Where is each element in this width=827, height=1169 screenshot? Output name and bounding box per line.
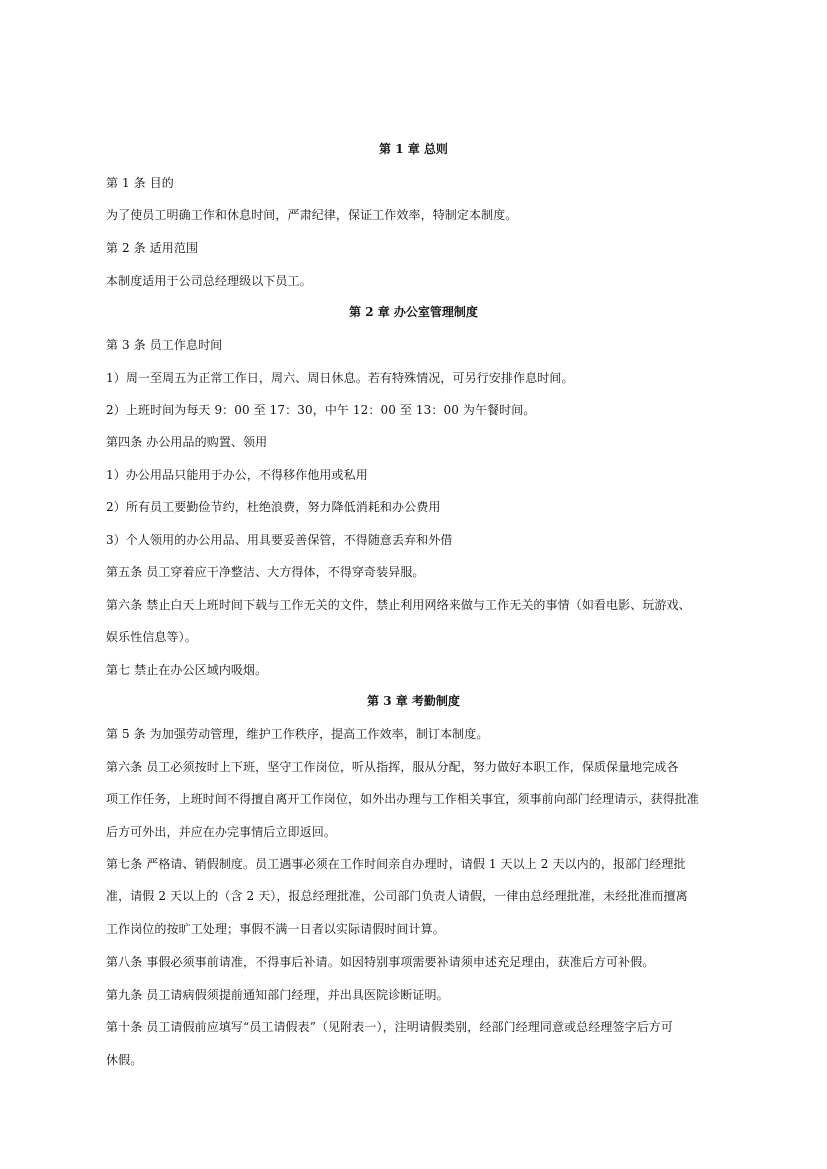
article-6-attendance-line-1: 第六条 员工必须按时上下班，坚守工作岗位，听从指挥，服从分配，努力做好本职工作，保质保量地完成各 (106, 760, 679, 774)
article-3-item-2: 2）上班时间为每天 9：00 至 17：30，中午 12：00 至 13：00 为午餐时间。 (106, 403, 536, 417)
article-9-text: 第九条 员工请病假须提前通知部门经理，并出具医院诊断证明。 (106, 988, 449, 1002)
article-1-title: 第 1 条 目的 (106, 176, 174, 190)
article-7-leave-line-1: 第七条 严格请、销假制度。员工遇事必须在工作时间亲自办理时，请假 1 天以上 2 天以内的，报部门经理批 (106, 857, 686, 871)
article-7-text: 第七 禁止在办公区域内吸烟。 (106, 663, 268, 677)
article-4-item-3: 3）个人领用的办公用品、用具要妥善保管，不得随意丢弃和外借 (106, 533, 453, 547)
article-3-item-1: 1）周一至周五为正常工作日，周六、周日休息。若有特殊情况，可另行安排作息时间。 (106, 371, 574, 385)
article-8-text: 第八条 事假必须事前请准，不得事后补请。如因特别事项需要补请须申述充足理由，获准后方可补假。 (106, 955, 655, 969)
article-7-leave-line-3: 工作岗位的按旷工处理；事假不满一日者以实际请假时间计算。 (106, 922, 445, 936)
chapter-3-heading: 第 3 章 考勤制度 (367, 694, 460, 708)
article-7-leave-line-2: 准，请假 2 天以上的（含 2 天），报总经理批准，公司部门负责人请假，一律由总经理批准，未经批准而擅离 (106, 889, 688, 903)
article-2-title: 第 2 条 适用范围 (106, 241, 199, 255)
chapter-1-heading: 第 1 章 总则 (379, 142, 448, 156)
article-6-attendance-line-3: 后方可外出，并应在办完事情后立即返回。 (106, 825, 336, 839)
chapter-2-heading: 第 2 章 办公室管理制度 (349, 305, 478, 319)
article-1-text: 为了使员工明确工作和休息时间，严肃纪律，保证工作效率，特制定本制度。 (106, 208, 518, 222)
article-2-text: 本制度适用于公司总经理级以下员工。 (106, 274, 312, 288)
article-6-text-line-2: 娱乐性信息等）。 (106, 630, 197, 644)
article-3-title: 第 3 条 员工作息时间 (106, 338, 223, 352)
article-10-text-line-2: 休假。 (106, 1053, 143, 1067)
article-6-attendance-line-2: 项工作任务，上班时间不得擅自离开工作岗位，如外出办理与工作相关事宜，须事前向部门经理请示，获得批准 (106, 792, 699, 806)
article-4-title: 第四条 办公用品的购置、领用 (106, 435, 268, 449)
article-5-attendance-text: 第 5 条 为加强劳动管理，维护工作秩序，提高工作效率，制订本制度。 (106, 727, 489, 741)
article-4-item-2: 2）所有员工要勤俭节约，杜绝浪费，努力降低消耗和办公费用 (106, 500, 441, 514)
article-6-text-line-1: 第六条 禁止白天上班时间下载与工作无关的文件，禁止利用网络来做与工作无关的事情（如看电影、玩游戏、 (106, 598, 691, 612)
article-5-text: 第五条 员工穿着应干净整洁、大方得体，不得穿奇装异服。 (106, 565, 425, 579)
article-10-text-line-1: 第十条 员工请假前应填写“员工请假表”（见附表一），注明请假类别，经部门经理同意或总经理签字后方可 (106, 1020, 673, 1034)
article-4-item-1: 1）办公用品只能用于办公，不得移作他用或私用 (106, 468, 368, 482)
